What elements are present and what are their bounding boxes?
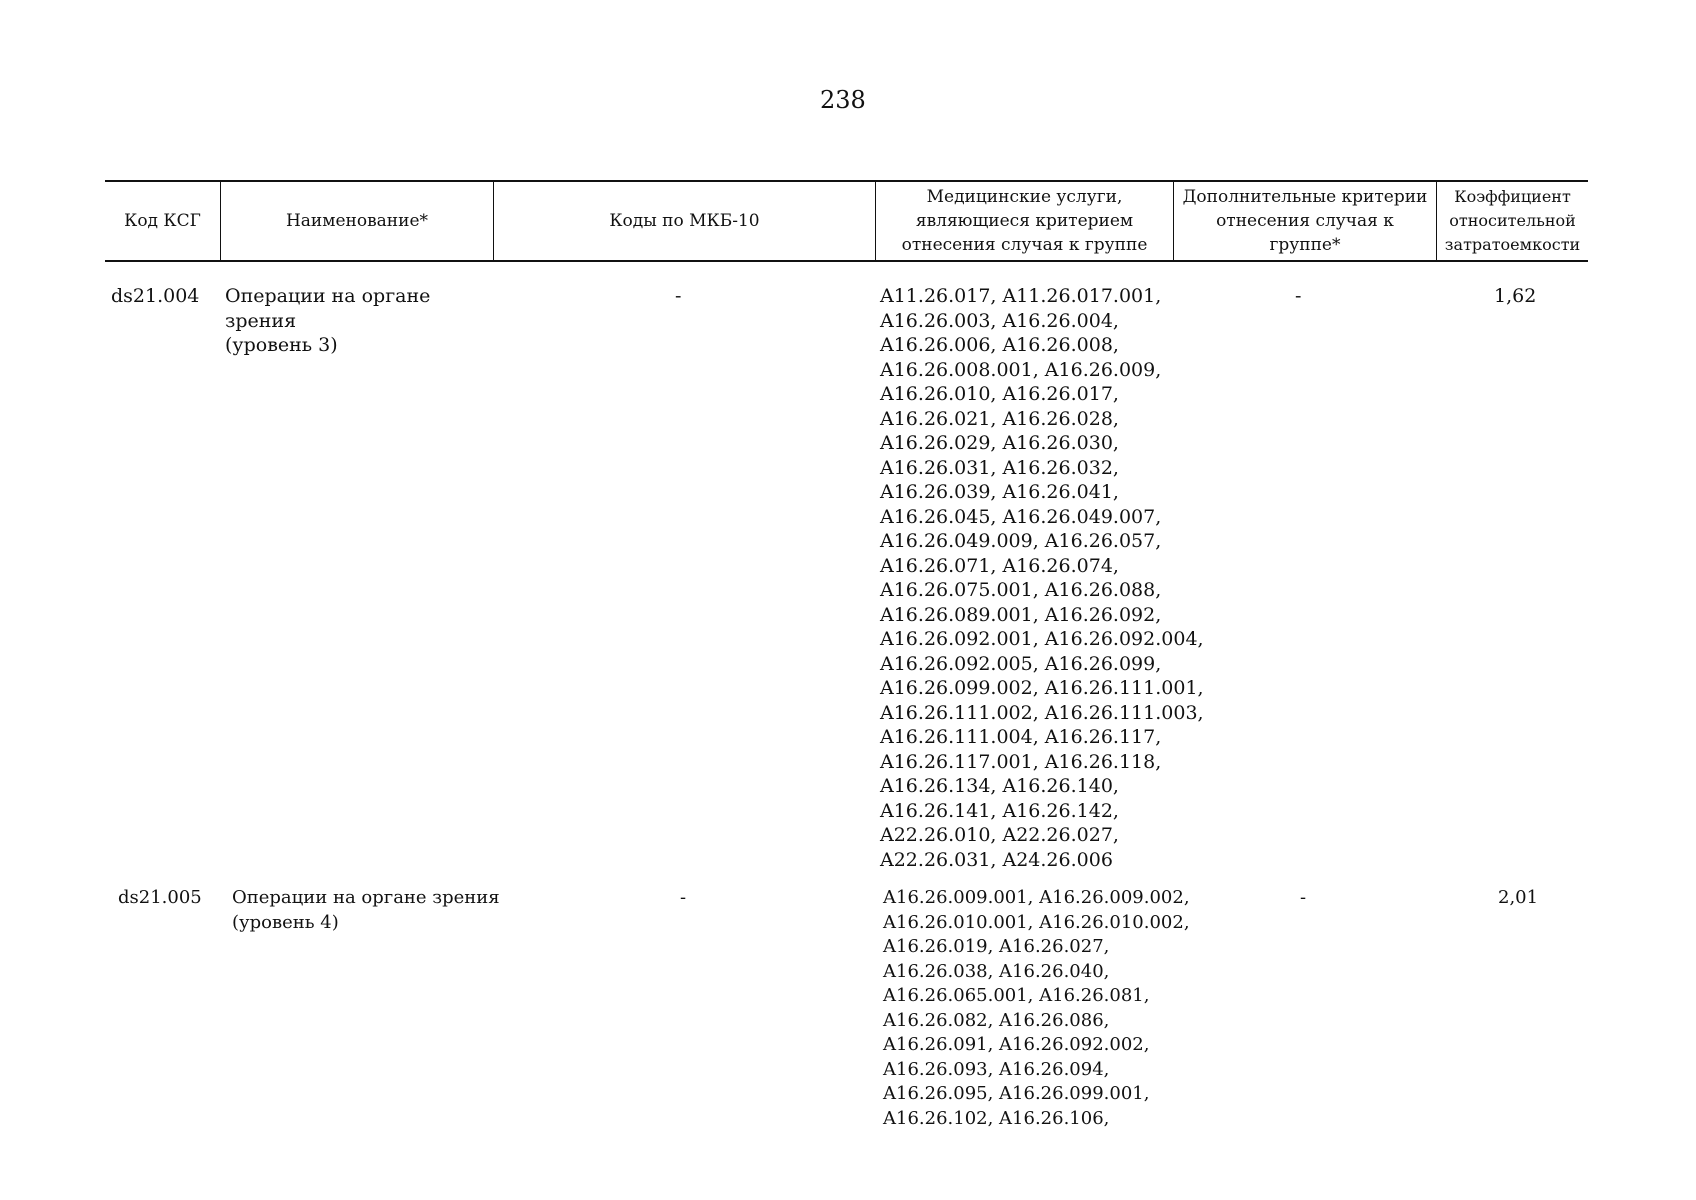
mkb-codes: - — [675, 285, 682, 307]
service-code-line: A16.26.038, A16.26.040, — [883, 960, 1110, 982]
cost-coefficient: 2,01 — [1498, 887, 1539, 908]
header-medical-services: Медицинские услуги, являющиеся критерием отнесения случая к группе — [875, 182, 1173, 260]
service-code-line: A16.26.049.009, A16.26.057, — [880, 530, 1162, 552]
ksg-code: ds21.004 — [111, 285, 200, 307]
service-code-line: A16.26.111.004, A16.26.117, — [880, 726, 1162, 748]
service-code-line: A16.26.092.001, A16.26.092.004, — [880, 628, 1204, 650]
service-code-line: A11.26.017, A11.26.017.001, — [880, 285, 1162, 307]
service-code-line: A16.26.039, A16.26.041, — [880, 481, 1119, 503]
service-code-line: A16.26.092.005, A16.26.099, — [880, 652, 1162, 675]
service-code-line: A16.26.102, A16.26.106, — [883, 1107, 1110, 1129]
service-code-line: A16.26.141, A16.26.142, — [880, 799, 1119, 822]
medical-services-list — [883, 886, 1190, 1131]
service-code-line: A16.26.031, A16.26.032, — [880, 456, 1119, 479]
service-code-line: A16.26.065.001, A16.26.081, — [883, 985, 1150, 1006]
header-name: Наименование* — [220, 182, 493, 260]
service-code-line: A16.26.111.002, A16.26.111.003, — [880, 701, 1204, 724]
service-code-line: A16.26.089.001, A16.26.092, — [880, 603, 1162, 626]
service-code-line: A16.26.095, A16.26.099.001, — [883, 1083, 1150, 1104]
additional-criteria: - — [1295, 285, 1302, 307]
medical-services-list — [880, 284, 1204, 872]
mkb-codes: - — [680, 887, 687, 908]
group-name: Операции на органе зрения (уровень 4) — [232, 887, 500, 933]
service-code-line: A16.26.099.002, A16.26.111.001, — [880, 677, 1204, 699]
service-code-line: A16.26.071, A16.26.074, — [880, 554, 1119, 577]
ksg-code: ds21.005 — [118, 887, 202, 908]
service-code-line: A16.26.134, A16.26.140, — [880, 775, 1119, 797]
service-code-line: A16.26.117.001, A16.26.118, — [880, 750, 1162, 773]
service-code-line: A16.26.093, A16.26.094, — [883, 1058, 1110, 1080]
service-code-line: A16.26.075.001, A16.26.088, — [880, 579, 1162, 601]
header-mkb-codes: Коды по МКБ-10 — [493, 182, 875, 260]
service-code-line: A16.26.019, A16.26.027, — [883, 936, 1110, 957]
table-header — [105, 180, 1588, 262]
service-code-line: A16.26.021, A16.26.028, — [880, 407, 1119, 430]
service-code-line: A16.26.010, A16.26.017, — [880, 383, 1119, 405]
service-code-line: A22.26.010, A22.26.027, — [880, 824, 1119, 846]
header-cost-coefficient: Коэффициент относительной затратоемкости — [1436, 182, 1588, 260]
cost-coefficient: 1,62 — [1494, 285, 1537, 307]
additional-criteria: - — [1300, 887, 1307, 908]
group-name: Операции на органе зрения (уровень 3) — [225, 285, 431, 356]
service-code-line: A16.26.009.001, A16.26.009.002, — [883, 887, 1190, 908]
service-code-line: A16.26.006, A16.26.008, — [880, 334, 1119, 356]
service-code-line: A16.26.091, A16.26.092.002, — [883, 1034, 1150, 1055]
service-code-line: A22.26.031, A24.26.006 — [880, 848, 1113, 871]
service-code-line: A16.26.082, A16.26.086, — [883, 1009, 1110, 1031]
service-code-line: A16.26.029, A16.26.030, — [880, 432, 1119, 454]
service-code-line: A16.26.003, A16.26.004, — [880, 309, 1119, 332]
header-ksg-code: Код КСГ — [124, 211, 201, 231]
header-additional-criteria: Дополнительные критерии отнесения случая к группе* — [1173, 182, 1436, 260]
service-code-line: A16.26.010.001, A16.26.010.002, — [883, 911, 1190, 933]
page-number: 238 — [820, 86, 866, 114]
service-code-line: A16.26.045, A16.26.049.007, — [880, 505, 1162, 528]
service-code-line: A16.26.008.001, A16.26.009, — [880, 358, 1162, 381]
